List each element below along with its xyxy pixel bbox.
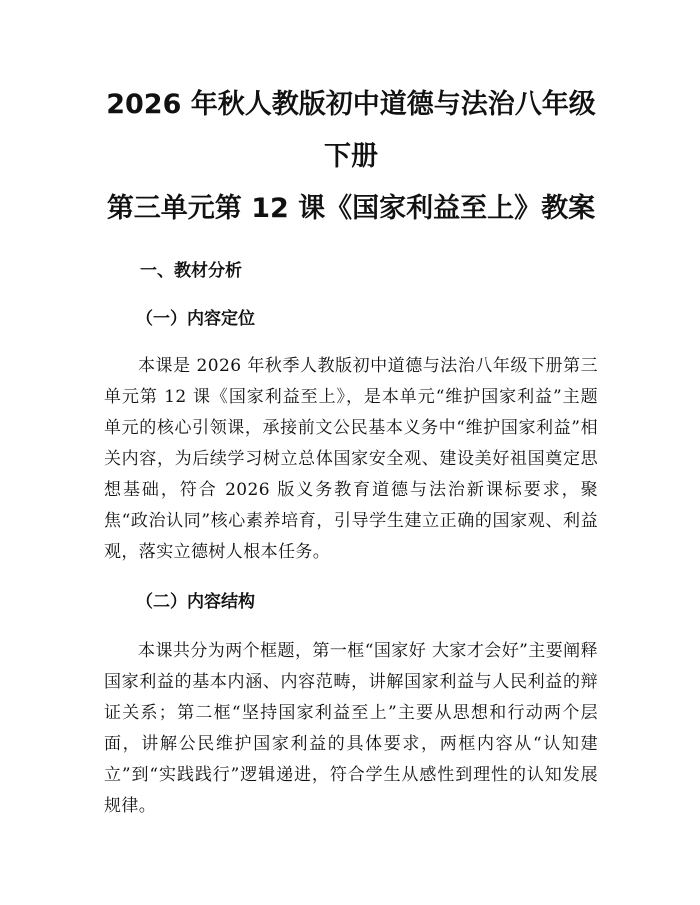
document-title-line1: 2026 年秋人教版初中道德与法治八年级下册 [106,89,596,172]
title-block [104,0,598,235]
subsection-heading-content-structure: （二）内容结构 [136,592,255,612]
section-heading-textbook-analysis: 一、教材分析 [140,261,242,281]
paragraph-content-positioning: 本课是 2026 年秋季人教版初中道德与法治八年级下册第三单元第 12 课《国家利益至上》，是本单元“维护国家利益”主题单元的核心引领课，承接前文公民基本义务中“维护国家利益”相关内容，为后续学习树立总体国家安全观、建设美好祖国奠定思想基础，符合 2026 版义务教育道德与法治新课标要求，聚焦“政治认同”核心素养培育，引导学生建立正确的国家观、利益观，落实立德树人根本任务。 [104,356,598,562]
subsection-heading-content-positioning: （一）内容定位 [136,309,255,329]
paragraph-content-structure: 本课共分为两个框题，第一框“国家好 大家才会好”主要阐释国家利益的基本内涵、内容范畴，讲解国家利益与人民利益的辩证关系；第二框“坚持国家利益至上”主要从思想和行动两个层面，讲解公民维护国家利益的具体要求，两框内容从“认知建立”到“实践践行”逻辑递进，符合学生从感性到理性的认知发展规律。 [104,641,598,816]
document-title-line2: 第三单元第 12 课《国家利益至上》教案 [106,193,596,224]
